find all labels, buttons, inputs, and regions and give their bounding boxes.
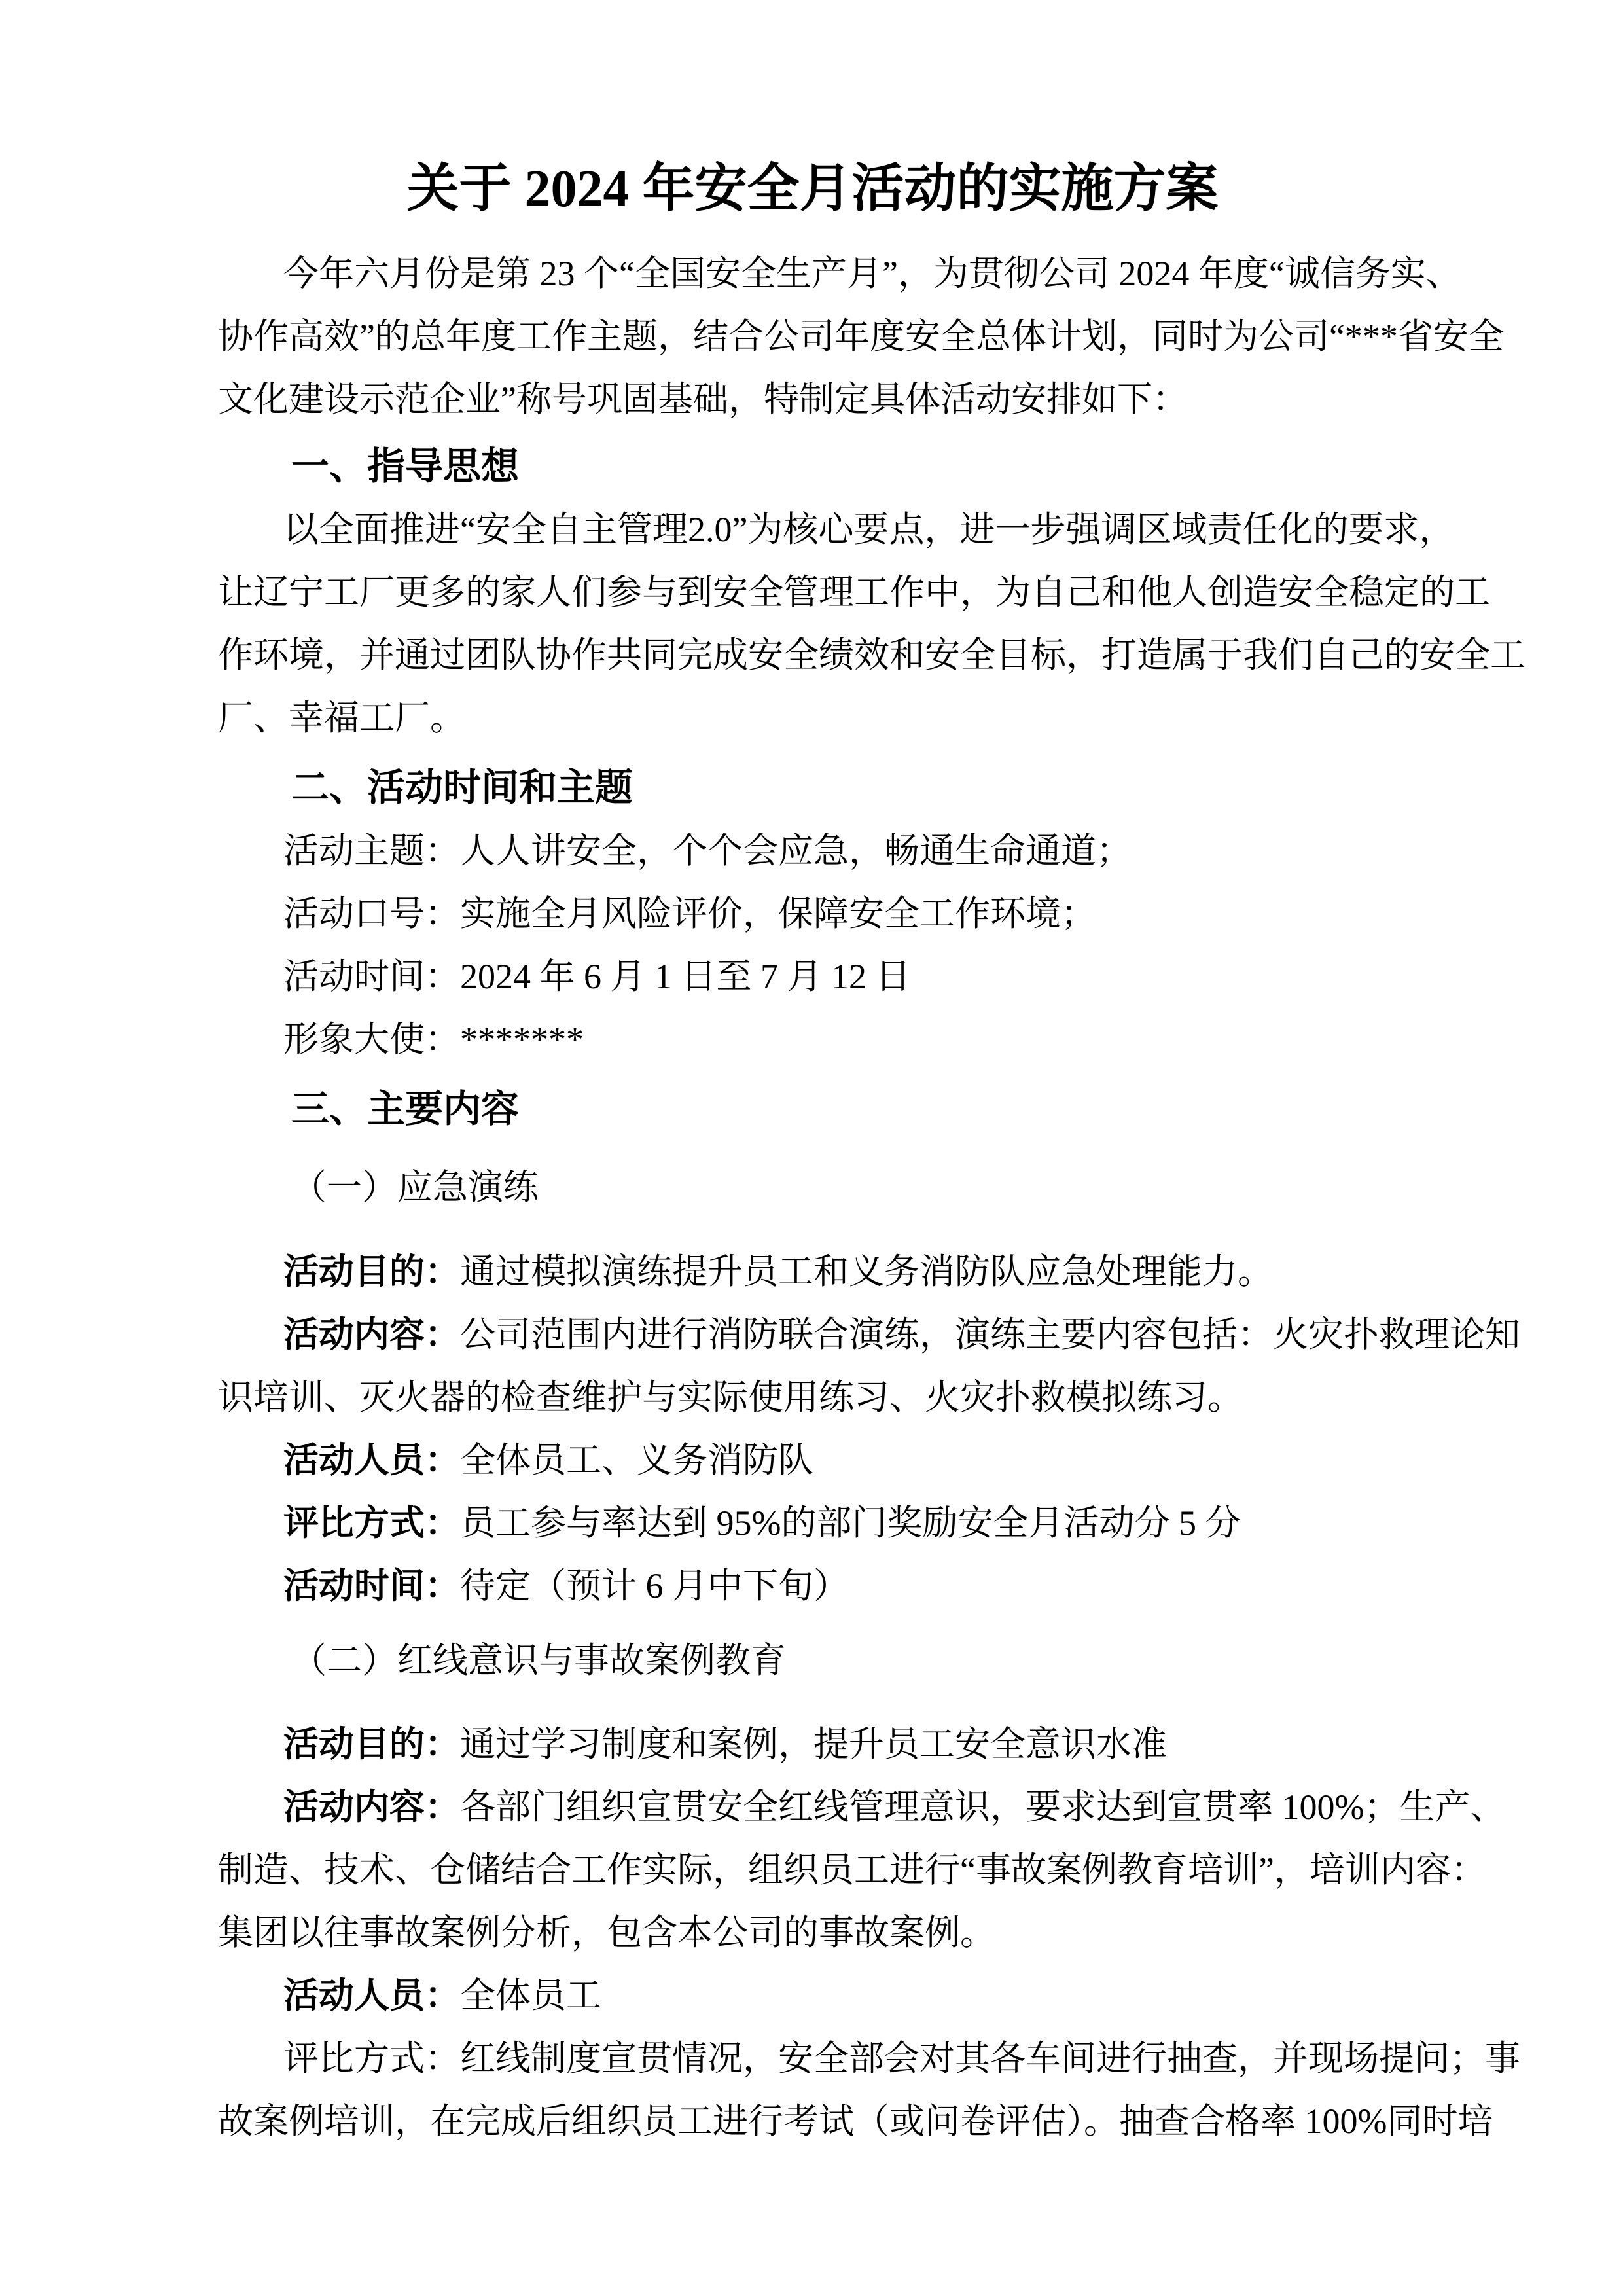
field-line xyxy=(218,945,1407,1008)
subsection-heading-2: （二）红线意识与事故案例教育 xyxy=(291,1641,786,1680)
intro-line: 今年六月份是第 23 个“全国安全生产月”，为贯彻公司 2024 年度“诚信务实、 xyxy=(283,254,1461,293)
field-value: 全体员工 xyxy=(460,1976,601,2015)
field-line xyxy=(218,1964,1407,2027)
field-label: 活动目的： xyxy=(283,1725,460,1764)
field-value: 全体员工、义务消防队 xyxy=(460,1441,813,1480)
body-line: 以全面推进“安全自主管理2.0”为核心要点，进一步强调区域责任化的要求， xyxy=(283,510,1455,549)
field-line xyxy=(218,882,1407,945)
field-line xyxy=(218,1240,1407,1303)
section-heading-1: 一、指导思想 xyxy=(291,445,520,488)
field-label: 活动目的： xyxy=(283,1252,460,1291)
field-line xyxy=(218,819,1407,882)
field-label: 活动人员： xyxy=(283,1441,460,1480)
field-label: 活动内容： xyxy=(283,1315,460,1354)
intro-line: 协作高效”的总年度工作主题，结合公司年度安全总体计划，同时为公司“***省安全 xyxy=(218,317,1504,356)
field-label: 活动口号： xyxy=(283,894,460,933)
field-value: 通过模拟演练提升员工和义务消防队应急处理能力。 xyxy=(460,1252,1273,1291)
field-value: 员工参与率达到 95%的部门奖励安全月活动分 5 分 xyxy=(460,1503,1241,1543)
field-value: 集团以往事故案例分析，包含本公司的事故案例。 xyxy=(218,1913,995,1952)
field-line xyxy=(218,2027,1520,2090)
body-line: 厂、幸福工厂。 xyxy=(218,698,465,738)
section-1-body xyxy=(218,498,1525,749)
field-value: 2024 年 6 月 1 日至 7 月 12 日 xyxy=(460,957,911,996)
field-line xyxy=(218,1901,1407,1964)
field-value: 识培训、灭火器的检查维护与实际使用练习、火灾扑救模拟练习。 xyxy=(218,1378,1243,1417)
field-value: 公司范围内进行消防联合演练，演练主要内容包括：火灾扑救理论知 xyxy=(460,1315,1520,1354)
field-line xyxy=(218,2090,1493,2153)
field-label: 形象大使： xyxy=(283,1020,460,1059)
subsection-heading-1: （一）应急演练 xyxy=(291,1168,539,1207)
field-label: 活动人员： xyxy=(283,1976,460,2015)
field-value: 通过学习制度和案例，提升员工安全意识水准 xyxy=(460,1725,1167,1764)
field-line xyxy=(218,1492,1407,1554)
field-value: 评比方式：红线制度宣贯情况，安全部会对其各车间进行抽查，并现场提问；事 xyxy=(283,2039,1520,2078)
body-line: 让辽宁工厂更多的家人们参与到安全管理工作中，为自己和他人创造安全稳定的工 xyxy=(218,573,1490,612)
page-title: 关于 2024 年安全月活动的实施方案 xyxy=(406,160,1219,218)
subsection-1-body xyxy=(218,1240,1520,1617)
subsection-2-body xyxy=(218,1713,1520,2153)
field-label: 评比方式： xyxy=(283,1503,460,1543)
section-heading-2: 二、活动时间和主题 xyxy=(291,766,633,809)
field-value: 故案例培训，在完成后组织员工进行考试（或问卷评估）。抽查合格率 100%同时培 xyxy=(218,2102,1493,2141)
field-line xyxy=(218,1366,1407,1429)
field-line xyxy=(218,1008,1407,1071)
field-label: 活动时间： xyxy=(283,1566,460,1605)
field-value: ******* xyxy=(460,1020,584,1059)
section-heading-3: 三、主要内容 xyxy=(291,1088,520,1130)
section-2-body xyxy=(218,819,1407,1071)
field-line xyxy=(218,1429,1407,1492)
field-label: 活动内容： xyxy=(283,1787,460,1827)
field-line xyxy=(218,1713,1407,1776)
field-line xyxy=(218,1303,1520,1366)
field-label: 活动时间： xyxy=(283,957,460,996)
field-line xyxy=(218,1839,1486,1901)
intro-line: 文化建设示范企业”称号巩固基础，特制定具体活动安排如下： xyxy=(218,380,1188,419)
field-line xyxy=(218,1554,1407,1617)
field-line xyxy=(218,1776,1506,1839)
field-value: 实施全月风险评价，保障安全工作环境； xyxy=(460,894,1096,933)
field-value: 人人讲安全，个个会应急，畅通生命通道； xyxy=(460,831,1132,870)
intro-paragraph xyxy=(218,242,1504,431)
field-value: 各部门组织宣贯安全红线管理意识，要求达到宣贯率 100%；生产、 xyxy=(460,1787,1506,1827)
field-value: 待定（预计 6 月中下旬） xyxy=(460,1566,849,1605)
field-value: 制造、技术、仓储结合工作实际，组织员工进行“事故案例教育培训”，培训内容： xyxy=(218,1850,1486,1890)
body-line: 作环境，并通过团队协作共同完成安全绩效和安全目标，打造属于我们自己的安全工 xyxy=(218,636,1525,675)
field-label: 活动主题： xyxy=(283,831,460,870)
